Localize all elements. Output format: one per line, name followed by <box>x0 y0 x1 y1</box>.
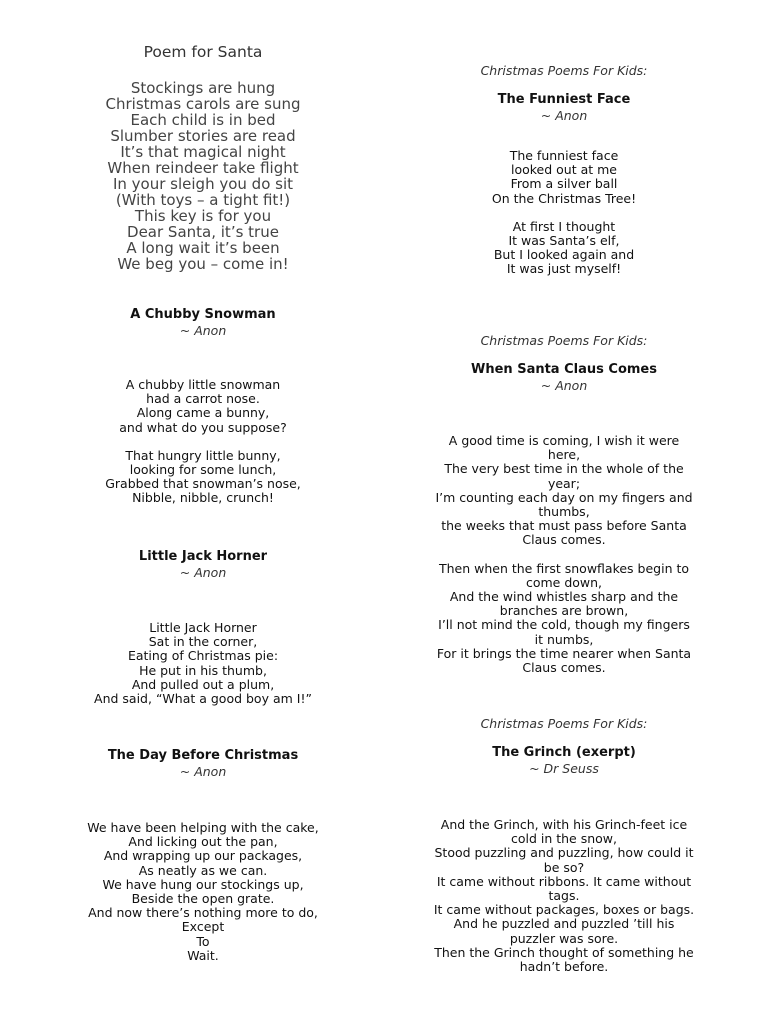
poem-the-grinch <box>404 716 724 974</box>
stanza <box>404 149 724 206</box>
verse-line: cold in the snow, <box>510 831 618 847</box>
poem-title: Little Jack Horner <box>138 549 268 564</box>
poem-chubby-snowman <box>53 307 353 506</box>
verse-line: looked out at me <box>510 162 617 178</box>
verse-line: Claus comes. <box>522 660 606 676</box>
section-kicker: Christmas Poems For Kids: <box>480 333 648 348</box>
verse-line: And now there’s nothing more to do, <box>88 905 318 921</box>
poem-funniest-face <box>404 63 724 277</box>
verse-line: A good time is coming, I wish it were <box>448 433 680 448</box>
verse-line: I’m counting each day on my fingers and <box>435 489 693 505</box>
verse-line: To <box>196 933 210 949</box>
verse-line: The funniest face <box>509 148 619 163</box>
verse-line: It’s that magical night <box>120 143 286 161</box>
verse-line: That hungry little bunny, <box>125 447 281 463</box>
stanza <box>404 434 724 548</box>
verse-line: puzzler was sore. <box>509 930 619 946</box>
verse-line: We have hung our stockings up, <box>102 876 304 892</box>
verse-line: But I looked again and <box>493 247 635 263</box>
poem-title: A Chubby Snowman <box>130 307 276 322</box>
verse-line: had a carrot nose. <box>146 391 260 407</box>
verse-line: Beside the open grate. <box>131 891 275 907</box>
poem-author: ~ Anon <box>540 108 588 123</box>
stanza <box>53 378 353 435</box>
verse-line: Eating of Christmas pie: <box>127 648 279 664</box>
verse-line: branches are brown, <box>499 603 629 619</box>
verse-line: the weeks that must pass before Santa <box>441 518 687 534</box>
poem-title: The Day Before Christmas <box>107 748 299 763</box>
verse-line: Grabbed that snowman’s nose, <box>105 476 301 492</box>
verse-line: And the wind whistles sharp and the <box>449 589 679 605</box>
verse-line: tags. <box>548 888 580 904</box>
verse-line: Stood puzzling and puzzling, how could it <box>434 845 694 861</box>
verse-line: The very best time in the whole of the <box>444 461 684 477</box>
verse-line: And the Grinch, with his Grinch-feet ice <box>440 817 688 832</box>
poem-title: When Santa Claus Comes <box>471 362 657 377</box>
stanza <box>404 220 724 277</box>
verse-line: This key is for you <box>134 207 272 225</box>
verse-line: Dear Santa, it’s true <box>127 223 279 241</box>
verse-line: And he puzzled and puzzled ’till his <box>453 916 675 932</box>
section-kicker: Christmas Poems For Kids: <box>480 63 648 78</box>
verse-line: Except <box>181 919 225 935</box>
verse-line: A long wait it’s been <box>126 239 280 257</box>
poem-verse <box>53 378 353 506</box>
verse-line: And licking out the pan, <box>128 834 278 850</box>
verse-line: Sat in the corner, <box>148 634 258 650</box>
verse-line: As neatly as we can. <box>138 862 268 878</box>
verse-line: For it brings the time nearer when Santa <box>436 645 692 661</box>
poem-title: The Grinch (exerpt) <box>492 745 636 760</box>
verse-line: (With toys – a tight fit!) <box>115 191 291 209</box>
poem-when-santa-claus-comes <box>404 333 724 675</box>
verse-line: come down, <box>525 574 603 590</box>
poem-verse <box>404 434 724 675</box>
poem-day-before-christmas <box>53 748 353 963</box>
verse-line: and what do you suppose? <box>119 419 287 435</box>
poem-author: ~ Anon <box>179 323 227 338</box>
poem-author: ~ Anon <box>540 378 588 393</box>
poem-verse <box>404 818 724 974</box>
verse-line: We beg you – come in! <box>117 255 289 273</box>
verse-line: It was Santa’s elf, <box>508 233 620 249</box>
verse-line: Then when the first snowflakes begin to <box>438 560 690 576</box>
verse-line: It came without packages, boxes or bags. <box>433 902 695 918</box>
poem-title: Poem for Santa <box>143 43 263 61</box>
verse-line: He put in his thumb, <box>139 662 267 678</box>
verse-line: be so? <box>543 859 585 875</box>
verse-line: Slumber stories are read <box>110 127 296 145</box>
verse-line: When reindeer take flight <box>107 159 299 177</box>
verse-line: Nibble, nibble, crunch! <box>132 490 274 506</box>
verse-line: In your sleigh you do sit <box>112 175 294 193</box>
verse-line: It came without ribbons. It came without <box>436 873 692 889</box>
poem-little-jack-horner <box>53 549 353 706</box>
poem-author: ~ Dr Seuss <box>529 761 599 776</box>
poem-author: ~ Anon <box>179 565 227 580</box>
verse-line: A chubby little snowman <box>125 377 281 392</box>
verse-line: We have been helping with the cake, <box>87 820 319 835</box>
verse-line: And wrapping up our packages, <box>103 848 303 864</box>
poem-title: The Funniest Face <box>497 92 631 107</box>
section-kicker: Christmas Poems For Kids: <box>480 716 648 731</box>
verse-line: I’ll not mind the cold, though my fingers <box>438 617 690 633</box>
verse-line: thumbs, <box>538 504 590 520</box>
poem-verse <box>53 821 353 963</box>
verse-line: Then the Grinch thought of something he <box>434 944 694 960</box>
poem-for-santa <box>53 43 353 272</box>
verse-line: And said, “What a good boy am I!” <box>94 691 312 707</box>
verse-line: Stockings are hung <box>130 79 276 97</box>
poem-verse <box>53 80 353 272</box>
verse-line: It was just myself! <box>506 261 622 277</box>
verse-line: Little Jack Horner <box>149 620 257 635</box>
verse-line: At first I thought <box>512 218 616 234</box>
verse-line: On the Christmas Tree! <box>491 190 637 206</box>
verse-line: year; <box>547 475 581 491</box>
verse-line: hadn’t before. <box>519 959 609 975</box>
poem-author: ~ Anon <box>179 764 227 779</box>
verse-line: it numbs, <box>534 631 594 647</box>
stanza <box>53 449 353 506</box>
verse-line: Claus comes. <box>522 532 606 548</box>
verse-line: here, <box>547 447 581 463</box>
verse-line: Christmas carols are sung <box>105 95 301 113</box>
poem-verse <box>53 621 353 706</box>
poem-verse <box>404 149 724 277</box>
stanza <box>404 562 724 676</box>
verse-line: Each child is in bed <box>130 111 276 129</box>
verse-line: And pulled out a plum, <box>131 676 275 692</box>
verse-line: From a silver ball <box>510 176 618 192</box>
verse-line: Along came a bunny, <box>136 405 270 421</box>
verse-line: looking for some lunch, <box>129 462 277 478</box>
verse-line: Wait. <box>187 947 219 963</box>
